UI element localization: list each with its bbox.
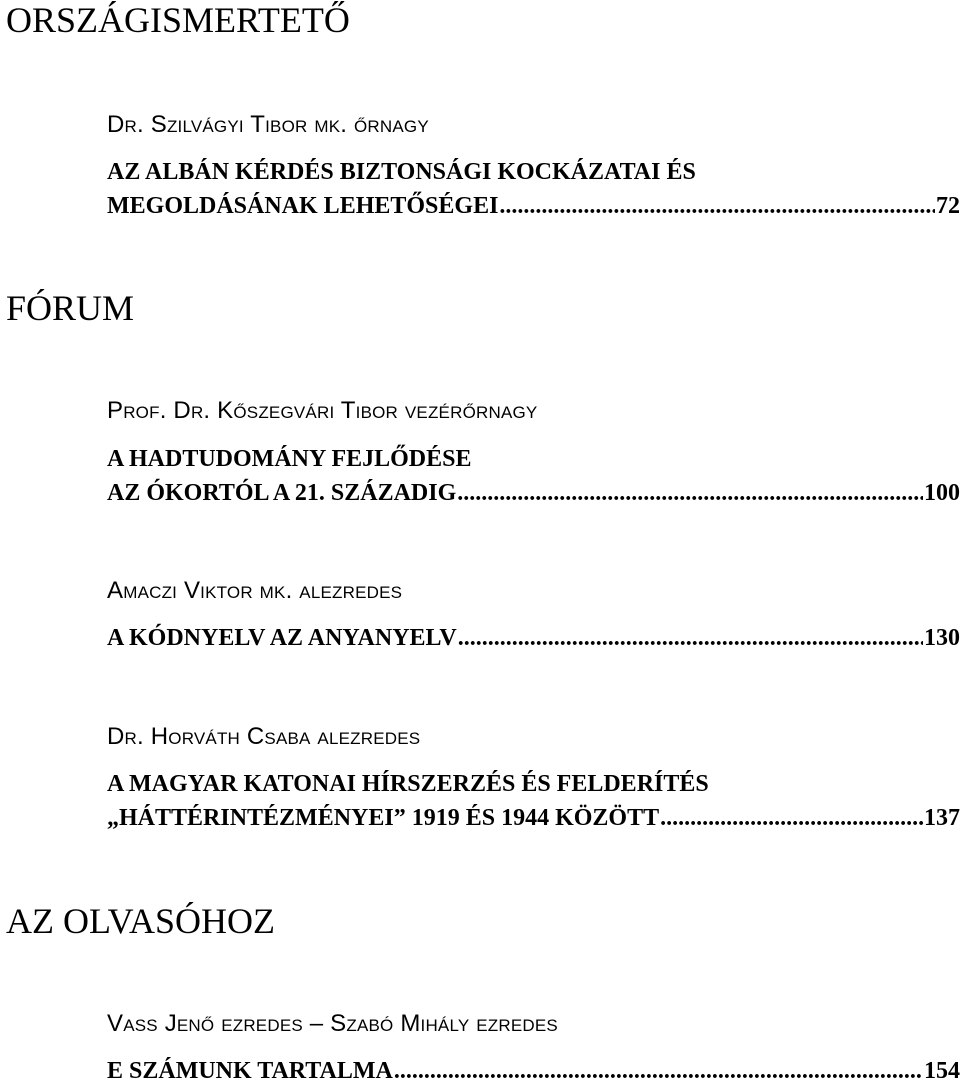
page-number: 154 [924,1058,960,1084]
toc-entry-line[interactable] [107,1059,960,1083]
entry-title-line: A MAGYAR KATONAI HÍRSZERZÉS ÉS FELDERÍTÉS [107,771,709,797]
entry-author: Dr. Horváth Csaba alezredes [107,723,421,750]
page-number: 100 [924,480,960,506]
dot-leader [458,626,923,650]
dot-leader [394,1059,923,1083]
entry-title-line: AZ ALBÁN KÉRDÉS BIZTONSÁGI KOCKÁZATAI ÉS [107,159,696,185]
entry-title-line: A HADTUDOMÁNY FEJLŐDÉSE [107,446,472,472]
entry-author: Vass Jenő ezredes – Szabó Mihály ezredes [107,1010,558,1037]
dot-leader [499,194,935,218]
entry-title-last-line: AZ ÓKORTÓL A 21. SZÁZADIG [107,480,457,506]
entry-title-last-line: A KÓDNYELV AZ ANYANYELV [107,625,457,651]
section-heading-forum: FÓRUM [6,288,135,328]
page-number: 130 [924,625,960,651]
entry-author: Prof. Dr. Kőszegvári Tibor vezérőrnagy [107,397,538,424]
entry-author: Amaczi Viktor mk. alezredes [107,577,403,604]
entry-title-last-line: MEGOLDÁSÁNAK LEHETŐSÉGEI [107,193,499,219]
toc-entry-line[interactable] [107,481,960,505]
toc-entry-line[interactable] [107,806,960,830]
entry-author: Dr. Szilvágyi Tibor mk. őrnagy [107,111,429,138]
dot-leader [457,481,923,505]
toc-entry-line[interactable] [107,626,960,650]
page-number: 137 [924,805,960,831]
entry-title-last-line: „HÁTTÉRINTÉZMÉNYEI” 1919 ÉS 1944 KÖZÖTT [107,805,660,831]
dot-leader [660,806,923,830]
section-heading-orszagismerteto: ORSZÁGISMERTETŐ [6,0,350,40]
entry-title-last-line: E SZÁMUNK TARTALMA [107,1058,393,1084]
toc-entry-line[interactable] [107,194,960,218]
section-heading-az-olvasohoz: AZ OLVASÓHOZ [6,901,276,941]
page-number: 72 [936,193,960,219]
